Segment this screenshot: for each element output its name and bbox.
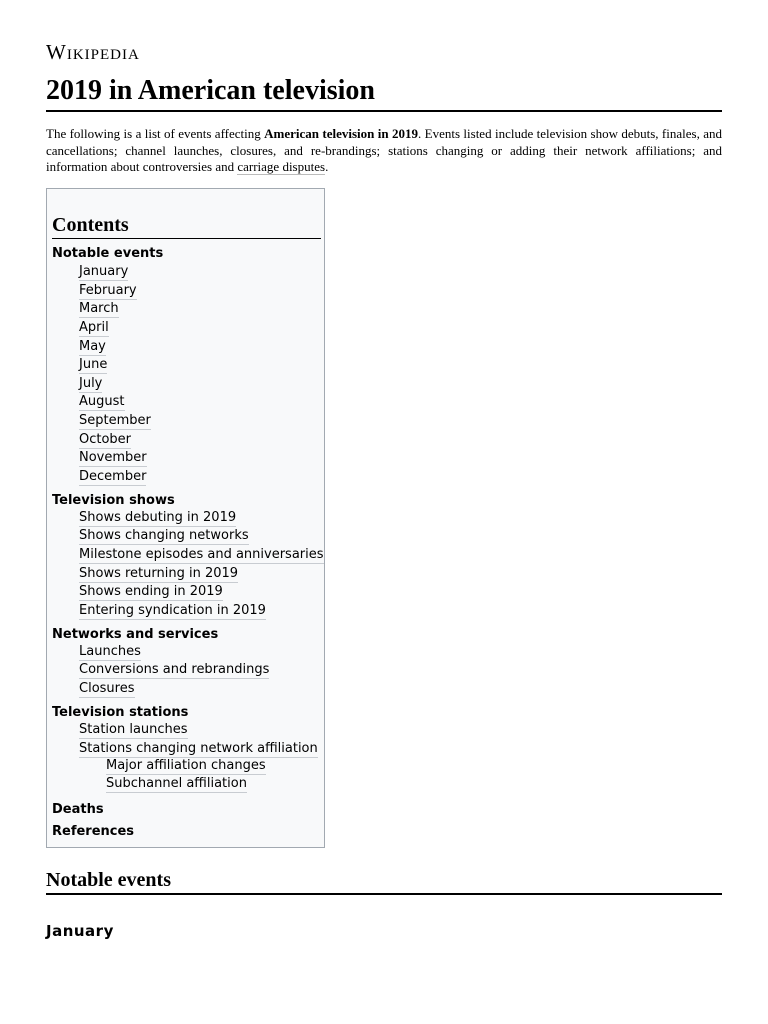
intro-text-1: The following is a list of events affecting xyxy=(46,126,265,141)
toc-item-networks-and-services[interactable] xyxy=(52,627,218,643)
intro-paragraph xyxy=(46,126,722,176)
toc-item-launches[interactable] xyxy=(79,644,141,660)
toc-item-shows-debuting-in-2019[interactable] xyxy=(79,510,236,526)
toc-item-label: January xyxy=(79,264,129,279)
toc-item-label: April xyxy=(79,320,109,335)
toc-item-entering-syndication-in-2019[interactable] xyxy=(79,603,266,619)
toc-item-station-launches[interactable] xyxy=(79,722,188,738)
toc-item-television-shows[interactable] xyxy=(52,493,175,509)
toc-item-closures[interactable] xyxy=(79,681,135,697)
intro-text-2: . Events listed include television show debuts, finales, and cancellations; channel launches, closures, and re-brandings; stations changing or adding their network affiliations; and information about controversies and xyxy=(46,126,722,174)
toc-item-television-stations[interactable] xyxy=(52,705,188,721)
toc-item-major-affiliation-changes[interactable] xyxy=(106,758,266,774)
intro-text-3: . xyxy=(325,159,329,174)
toc-item-may[interactable] xyxy=(79,339,106,355)
toc-item-shows-changing-networks[interactable] xyxy=(79,528,249,544)
toc-item-label: July xyxy=(79,376,103,391)
toc-item-label: Deaths xyxy=(52,802,104,817)
toc-item-label: August xyxy=(79,394,125,409)
toc-item-label: Conversions and rebrandings xyxy=(79,662,270,677)
toc-item-label: Milestone episodes and anniversaries xyxy=(79,547,324,562)
toc-item-deaths[interactable] xyxy=(52,802,104,818)
toc-item-label: Shows changing networks xyxy=(79,528,249,543)
page-title: 2019 in American television xyxy=(46,72,722,112)
toc-item-label: Television stations xyxy=(52,705,189,720)
toc-item-june[interactable] xyxy=(79,357,107,373)
toc-item-milestone-episodes-and-anniversaries[interactable] xyxy=(79,547,324,563)
toc-item-notable-events[interactable] xyxy=(52,246,163,262)
toc-item-label: Entering syndication in 2019 xyxy=(79,603,266,618)
toc-item-march[interactable] xyxy=(79,301,119,317)
toc-item-august[interactable] xyxy=(79,394,125,410)
toc-item-shows-ending-in-2019[interactable] xyxy=(79,584,223,600)
toc-item-label: December xyxy=(79,469,147,484)
toc-title: Contents xyxy=(52,213,321,239)
toc-item-february[interactable] xyxy=(79,283,137,299)
section-heading-january: January xyxy=(46,922,114,940)
toc-item-label: Launches xyxy=(79,644,141,659)
toc-item-label: Closures xyxy=(79,681,135,696)
toc-item-label: Major affiliation changes xyxy=(106,758,266,773)
intro-bold: American television in 2019 xyxy=(264,126,419,141)
toc-item-july[interactable] xyxy=(79,376,102,392)
wikipedia-logo[interactable]: Wikipedia xyxy=(46,40,140,64)
toc-item-subchannel-affiliation[interactable] xyxy=(106,776,247,792)
toc-item-label: September xyxy=(79,413,151,428)
toc-item-label: June xyxy=(79,357,108,372)
toc-item-label: Shows returning in 2019 xyxy=(79,566,239,581)
toc-item-label: March xyxy=(79,301,119,316)
toc-item-label: Shows ending in 2019 xyxy=(79,584,223,599)
toc-item-april[interactable] xyxy=(79,320,109,336)
toc-item-september[interactable] xyxy=(79,413,151,429)
toc-item-label: Notable events xyxy=(52,246,164,261)
section-heading-notable-events: Notable events xyxy=(46,867,722,895)
toc-item-november[interactable] xyxy=(79,450,147,466)
table-of-contents xyxy=(46,188,325,848)
toc-item-january[interactable] xyxy=(79,264,128,280)
toc-item-label: References xyxy=(52,824,135,839)
toc-item-label: May xyxy=(79,339,106,354)
toc-item-label: Shows debuting in 2019 xyxy=(79,510,237,525)
toc-item-october[interactable] xyxy=(79,432,131,448)
toc-item-label: Subchannel affiliation xyxy=(106,776,247,791)
toc-item-references[interactable] xyxy=(52,824,134,840)
toc-item-december[interactable] xyxy=(79,469,146,485)
toc-item-label: November xyxy=(79,450,147,465)
toc-item-label: Station launches xyxy=(79,722,188,737)
toc-item-conversions-and-rebrandings[interactable] xyxy=(79,662,269,678)
toc-item-label: Stations changing network affiliation xyxy=(79,741,318,756)
toc-item-label: Networks and services xyxy=(52,627,219,642)
carriage-disputes-link[interactable]: carriage disputes xyxy=(237,159,326,174)
toc-item-label: February xyxy=(79,283,137,298)
toc-item-shows-returning-in-2019[interactable] xyxy=(79,566,238,582)
toc-item-label: October xyxy=(79,432,132,447)
toc-item-label: Television shows xyxy=(52,493,175,508)
toc-item-stations-changing-network-affiliation[interactable] xyxy=(79,741,318,757)
